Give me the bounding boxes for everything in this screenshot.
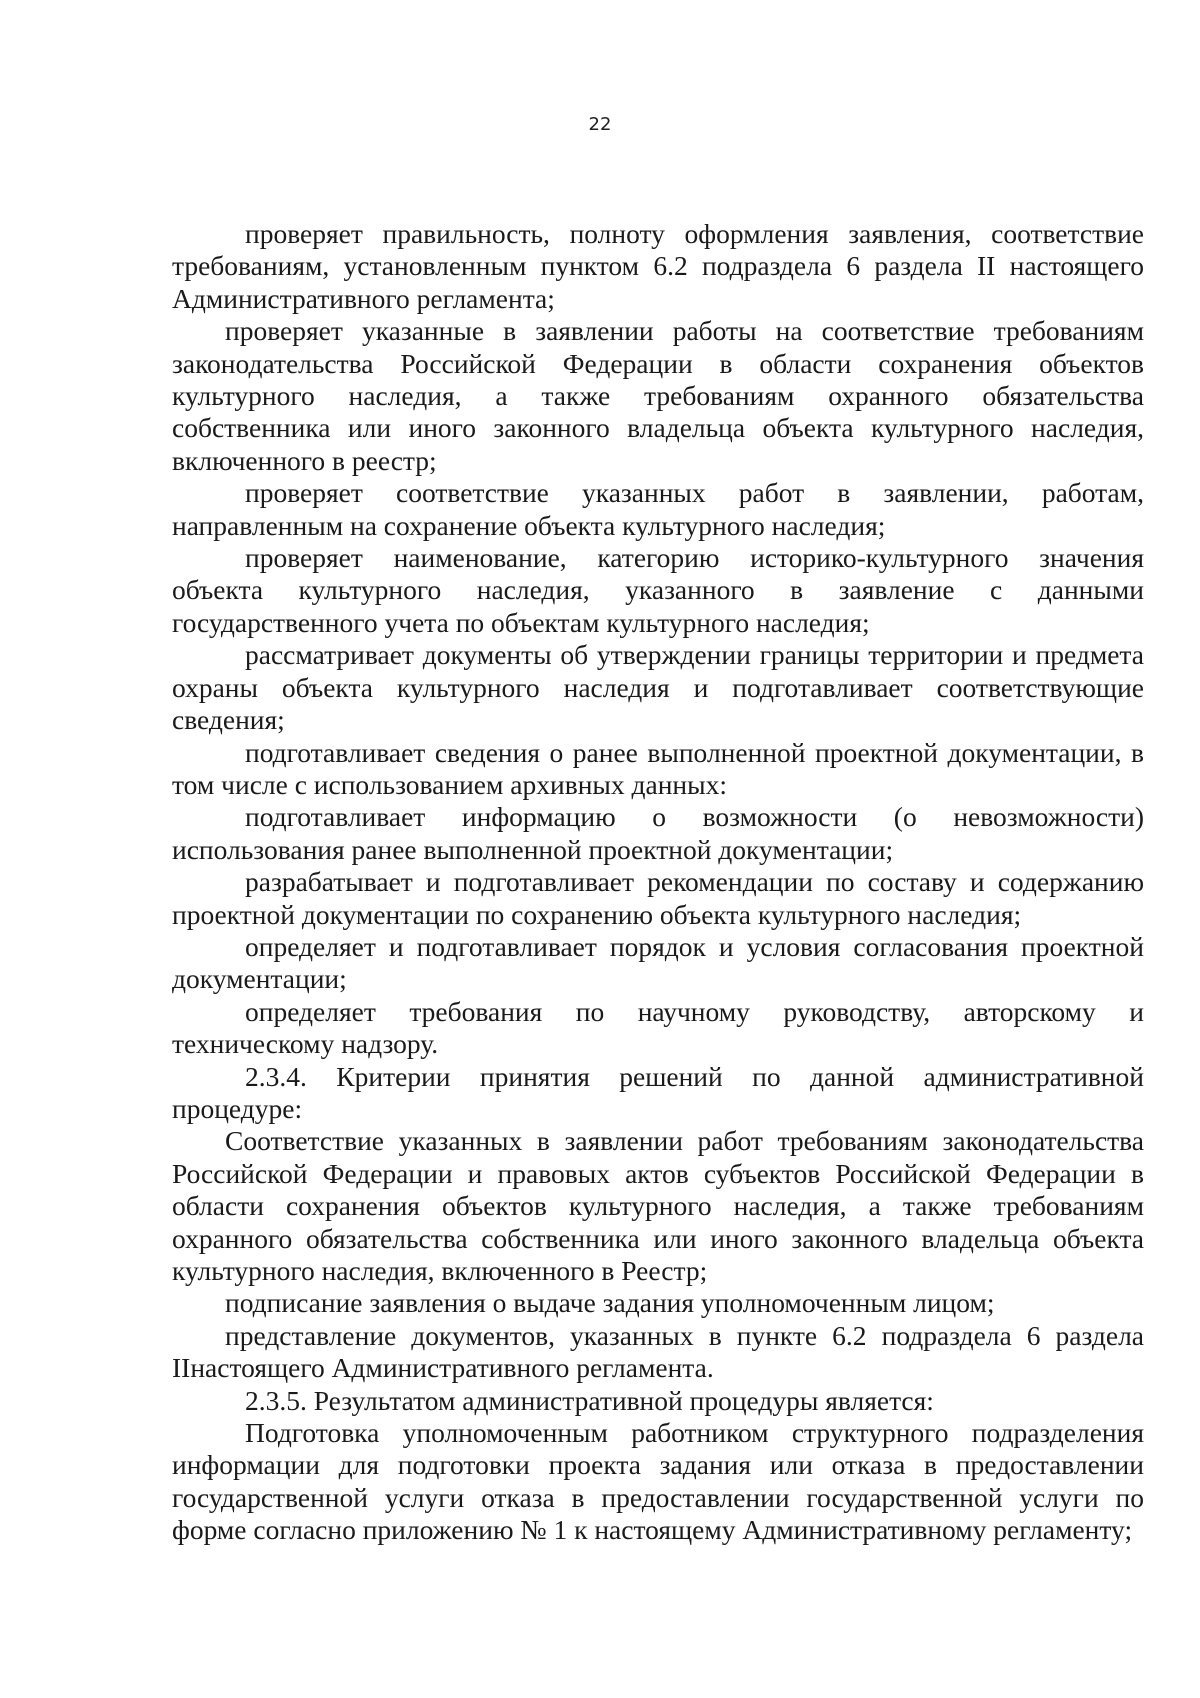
paragraph: представление документов, указанных в пункте 6.2 подраздела 6 раздела IIнастоящего Административного регламента. — [172, 1319, 1144, 1384]
paragraph: 2.3.4. Критерии принятия решений по данной административной процедуре: — [172, 1060, 1144, 1124]
paragraph: подписание заявления о выдаче задания уполномоченным лицом; — [225, 1287, 995, 1319]
paragraph: подготавливает информацию о возможности (о невозможности) использования ранее выполненной проектной документации; — [172, 801, 1144, 865]
paragraph: рассматривает документы об утверждении границы территории и предмета охраны объекта культурного наследия и подготавливает соответствующие сведения; — [172, 639, 1144, 736]
paragraph: определяет требования по научному руководству, авторскому и техническому надзору. — [172, 995, 1144, 1060]
paragraph: проверяет соответствие указанных работ в заявлении, работам, направленным на сохранение объекта культурного наследия; — [172, 477, 1144, 541]
paragraph: Подготовка уполномоченным работником структурного подразделения информации для подготовки проекта задания или отказа в предоставлении государственной услуги отказа в предоставлении государственной услуги по форме согласно приложению № 1 к настоящему Административному регламенту; — [172, 1417, 1144, 1546]
paragraph: проверяет наименование, категорию историко-культурного значения объекта культурного наследия, указанного в заявление с данными государственного учета по объектам культурного наследия; — [172, 542, 1144, 638]
paragraph: подготавливает сведения о ранее выполненной проектной документации, в том числе с использованием архивных данных: — [172, 736, 1144, 800]
paragraph: Соответствие указанных в заявлении работ требованиям законодательства Российской Федерации и правовых актов субъектов Российской Федерации в области сохранения объектов культурного наследия, а также требованиям охранного обязательства собственника или иного законного владельца объекта культурного наследия, включенного в Реестр; — [172, 1125, 1144, 1286]
paragraph: разрабатывает и подготавливает рекомендации по составу и содержанию проектной документации по сохранению объекта культурного наследия; — [172, 866, 1144, 930]
paragraph: проверяет указанные в заявлении работы на соответствие требованиям законодательства Российской Федерации в области сохранения объектов культурного наследия, а также требованиям охранного обязательства собственника или иного законного владельца объекта культурного наследия, включенного в реестр; — [172, 315, 1144, 476]
paragraph: 2.3.5. Результатом административной процедуры является: — [245, 1384, 934, 1416]
page-number: 22 — [588, 114, 612, 135]
paragraph: определяет и подготавливает порядок и условия согласования проектной документации; — [172, 930, 1144, 995]
document-body — [172, 218, 1144, 1547]
paragraph: проверяет правильность, полноту оформления заявления, соответствие требованиям, установленным пунктом 6.2 подраздела 6 раздела II настоящего Административного регламента; — [172, 218, 1144, 314]
